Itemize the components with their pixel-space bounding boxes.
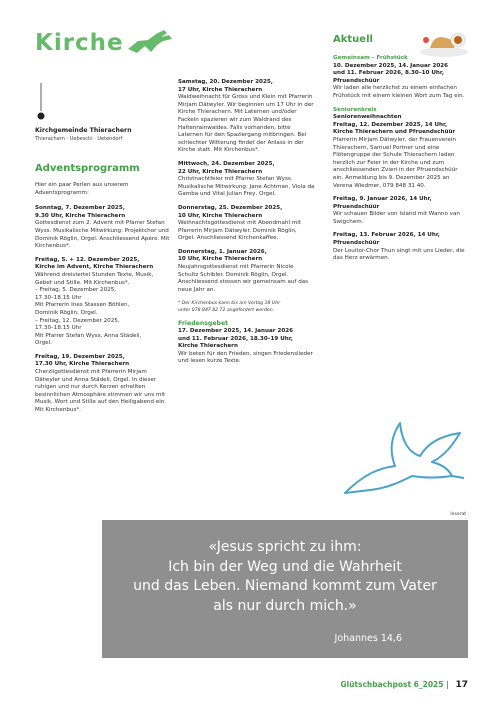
event-item <box>178 79 315 155</box>
event-item <box>178 249 315 295</box>
event-item <box>178 161 315 199</box>
friedensgebet-body: Wir beten für den Frieden, singen Friedenslieder und lesen kurze Texte. <box>178 350 313 365</box>
quote-text: «Jesus spricht zu ihm: Ich bin der Weg und die Wahrheit und das Leben. Niemand kommt zum Vater als nur durch mich.» <box>133 539 437 614</box>
aktuell-column <box>333 34 468 269</box>
advent-item-body: Cherzligottesdienst mit Pfarrerin Mirjam Dätwyler und Anna Städeli, Orgel. In dieser ruhigen und nur durch Kerzen erhellten besinnlichen Atmosphäre stimmen wir uns mit Musik, Wort und Stille auf den Heiligabend ein. Mit Kirchenbus*. <box>35 369 167 414</box>
senioren-title: Seniorenkreis <box>333 106 377 113</box>
island-body: Wir schauen Bilder von Island mit Wanno van Swigchem. <box>333 211 460 225</box>
event-head: Donnerstag, 1. Januar 2026, 10 Uhr, Kirche Thierachern <box>178 248 267 263</box>
advent-item-body: Während dreiviertel Stunden Texte, Musik, Gebet und Stille. Mit Kirchenbus*. – Freitag, 5. Dezember 2025, 17.30–18.15 Uhr Mit Pfarrerin Ines Stassen Böhlen, Dominik Röglin, Orgel. – Freitag, 12. Dezember 2025, 17.30–18.15 Uhr Mit Pfarrer Stefan Wyss, Anna Städeli, Orgel. <box>35 271 154 347</box>
logo-name: Kirchgemeinde Thierachern <box>35 127 132 134</box>
advent-item <box>35 257 170 348</box>
church-logo-icon <box>35 83 49 123</box>
kirchenbus-footnote: * Der Kirchenbus kann bis am Vortag 18 Uhr unter 078 847 82 72 angefordert werden. <box>178 301 281 314</box>
fruehstueck-head: 10. Dezember 2025, 14. Januar 2026 und 11. Februar 2026, 8.30–10 Uhr, Pfruendschüür <box>333 62 449 84</box>
friedensgebet-head: 17. Dezember 2025, 14. Januar 2026 und 11. Februar 2026, 18.30–19 Uhr, Kirche Thierachern <box>178 328 294 350</box>
advent-item <box>35 205 170 251</box>
page-number: 17 <box>455 680 468 690</box>
page-title: Kirche <box>35 30 124 56</box>
senioren-head: Freitag, 12. Dezember 2025, 14 Uhr, Kirche Thierachern und Pfruendschüür <box>333 121 456 136</box>
dove-icon <box>340 398 470 508</box>
event-item <box>178 205 315 243</box>
advent-item-head: Freitag, 19. Dezember 2025, 17.30 Uhr, Kirche Thierachern <box>35 353 130 368</box>
page-footer <box>340 680 468 690</box>
event-head: Samstag, 20. Dezember 2025, 17 Uhr, Kirche Thierachern <box>178 79 273 93</box>
advent-intro: Hier ein paar Perlen aus unserem Adventsprogramm: <box>35 182 129 196</box>
logo-places: Thierachern · Uebeschi · Uetendorf <box>35 136 123 142</box>
event-body: Waldweihnacht für Gross und Klein mit Pfarrerin Mirjam Dätwyler. Wir beginnen um 17 Uhr in der Kirche Thierachern. Mit Laternen und/oder Fackeln spazieren wir zum Waldrand des Haltenrainwaldes. Falls vorhanden, bitte Laternen für den Spaziergang mitbringen. Bei schlechter Witterung findet der Anlass in der Kirche statt. Mit Kirchenbus*. <box>178 94 314 154</box>
footer-label: Glütschbachpost 6_2025 | <box>340 680 449 689</box>
event-head: Donnerstag, 25. Dezember 2025, 10 Uhr, Kirche Thierachern <box>178 204 283 219</box>
advent-item-head: Freitag, 5. + 12. Dezember 2025, Kirche im Advent, Kirche Thierachern <box>35 256 154 271</box>
event-body: Weihnachtsgottesdienst mit Abendmahl mit Pfarrerin Mirjam Dätwyler. Dominik Röglin, Orgel. Anschliessend Kirchenkaffee. <box>178 220 301 242</box>
event-body: Neujahrsgottesdienst mit Pfarrerin Nicole Schultz Schibler. Dominik Röglin, Orgel. Anschliessend stossen wir gemeinsam auf das neue Jahr an. <box>178 264 309 293</box>
event-head: Mittwoch, 24. Dezember 2025, 22 Uhr, Kirche Thierachern <box>178 160 275 175</box>
church-logo <box>35 83 175 142</box>
quote-reference: Johannes 14,6 <box>334 633 402 644</box>
senioren-sub: Seniorenweihnachten <box>333 114 402 121</box>
goat-icon <box>120 27 180 57</box>
advent-item-body: Gottesdienst zum 2. Advent mit Pfarrer Stefan Wyss. Musikalische Mitwirkung: Projektchor und Dominik Röglin, Orgel. Anschliessend Apéro. Mit Kirchenbus*. <box>35 220 170 250</box>
event-body: Christnachtfeier mit Pfarrer Stefan Wyss. Musikalische Mitwirkung: Jane Achtman, Viola da Gamba und Vital Julian Frey, Orgel. <box>178 176 315 198</box>
inserat-label: Inserat <box>450 512 466 517</box>
advent-item <box>35 354 170 415</box>
fruehstueck-title: Gemeinsam – Frühstück <box>333 55 408 61</box>
louitor-body: Der Louitor-Chor Thun singt mit uns Lieder, die das Herz erwärmen. <box>333 247 465 262</box>
advent-column <box>35 163 170 421</box>
friedensgebet-title: Friedensgebet <box>178 320 229 328</box>
middle-column <box>178 79 315 366</box>
advent-title: Adventsprogramm <box>35 163 140 174</box>
island-head: Freitag, 9. Januar 2026, 14 Uhr, Pfruendschüür <box>333 196 432 210</box>
aktuell-title: Aktuell <box>333 34 373 45</box>
senioren-body: Pfarrerin Mirjam Dätwyler, der Frauenverein Thierachern, Samuel Portner und eine Flötengruppe der Schule Thierachern laden herzlich zur Feier in der Kirche und zum anschliessenden Zvieri in der Pfruendschüür ein. Anmeldung bis 9. Dezember 2025 an Verena Wiedmer, 079 848 31 40. <box>333 136 458 189</box>
advent-item-head: Sonntag, 7. Dezember 2025, 9.30 Uhr, Kirche Thierachern <box>35 205 126 219</box>
fruehstueck-body: Wir laden alle herzlichst zu einem einfachen Frühstück mit einem kleinen Wort zum Tag ein. <box>333 85 465 99</box>
quote-box <box>102 520 468 658</box>
louitor-head: Freitag, 13. Februar 2026, 14 Uhr, Pfruendschüür <box>333 232 440 247</box>
breakfast-image <box>418 28 470 58</box>
